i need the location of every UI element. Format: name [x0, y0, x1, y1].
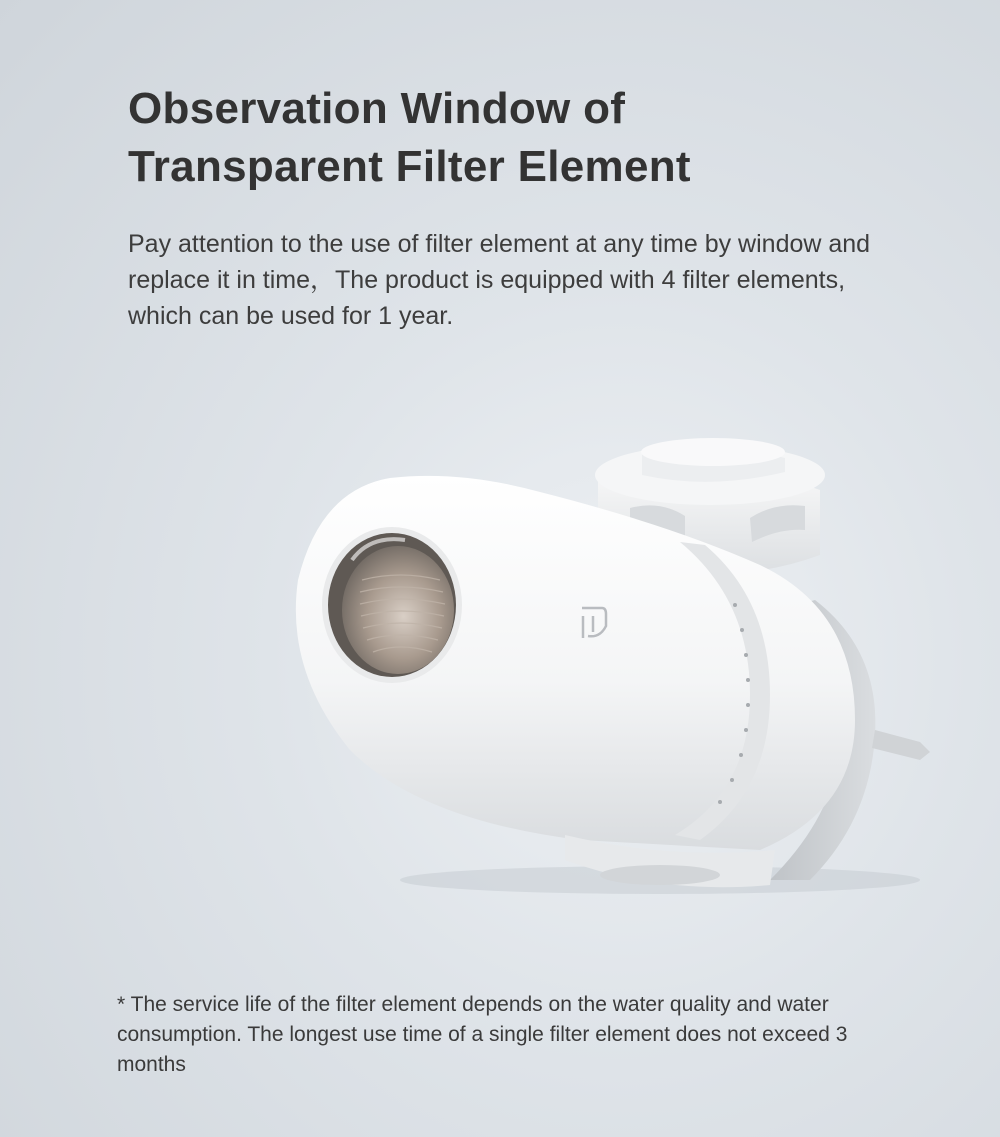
observation-window	[322, 527, 462, 683]
page-title	[128, 80, 908, 196]
title-line-2: Transparent Filter Element	[128, 142, 691, 191]
title-line-1: Observation Window of	[128, 84, 626, 133]
faucet-water-filter-image	[280, 430, 960, 910]
service-life-footnote: * The service life of the filter element depends on the water quality and water consumption. The longest use time of a single filter element does not exceed 3 months	[117, 993, 848, 1076]
feature-description: Pay attention to the use of filter element at any time by window and replace it in time，The product is equipped with 4 filter elements, which can be used for 1 year.	[128, 230, 871, 330]
